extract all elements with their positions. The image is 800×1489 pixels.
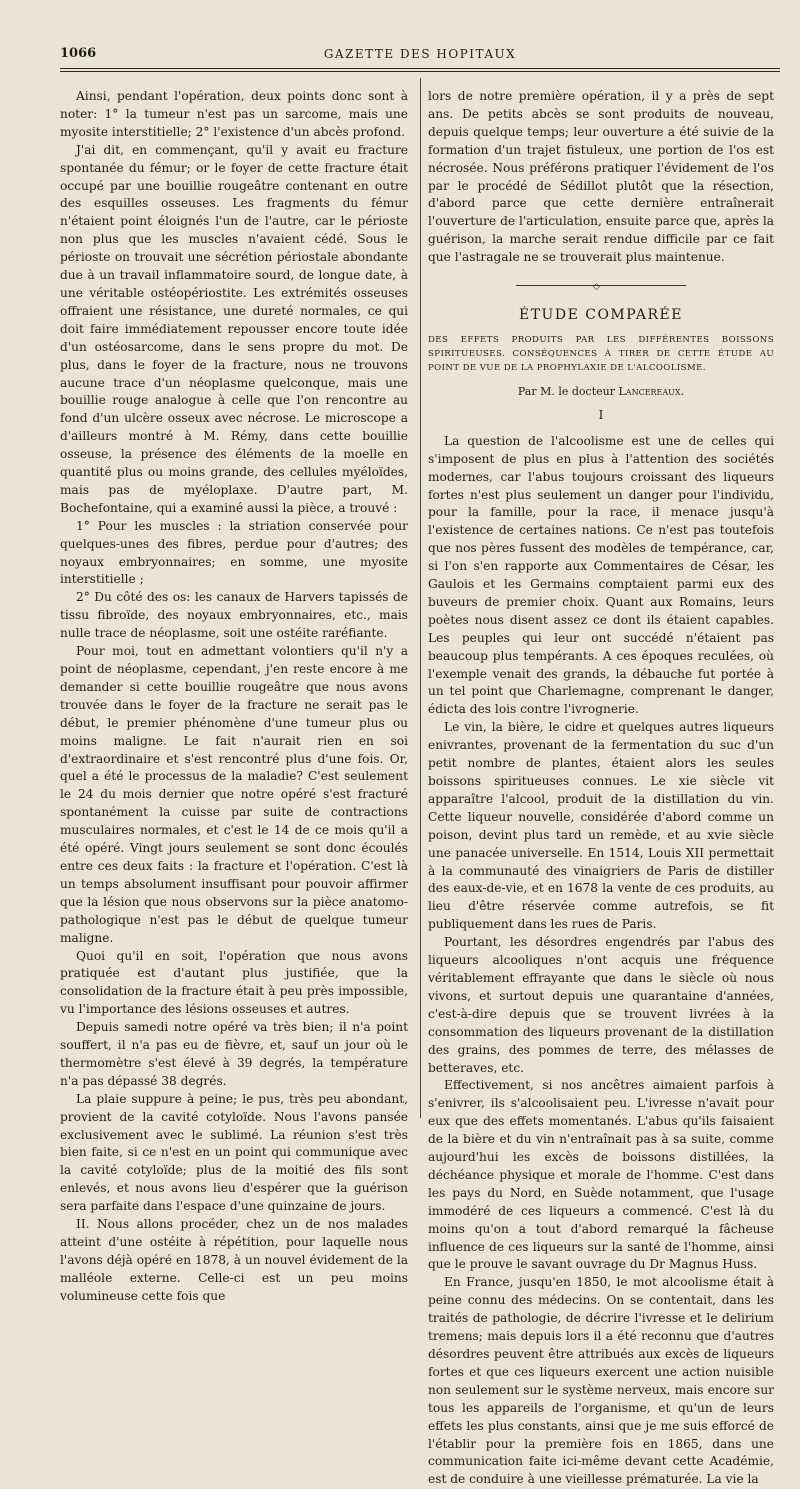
paragraph: 2° Du côté des os: les canaux de Harvers tapissés de tissu fibroïde, des noyaux embryonnaires, etc., mais nulle trace de néoplasme, soit une ostéite raréfiante. bbox=[60, 590, 408, 641]
paragraph: 1° Pour les muscles : la striation conservée pour quelques-unes des fibres, perdue pour d'autres; des noyaux embryonnaires; en somme, une myosite interstitielle ; bbox=[60, 518, 408, 587]
author-name: Lancereaux. bbox=[618, 384, 685, 398]
paragraph: Pourtant, les désordres engendrés par l'abus des liqueurs alcooliques n'ont acquis une fréquence véritablement effrayante que dans le siècle où nous vivons, et surtout depuis une quarantaine d'années, c'est-à-dire depuis que se trouvent livrées à la consommation des liqueurs provenant de la distillation des grains, des pommes de terre, des mélasses de betteraves, etc. bbox=[428, 935, 774, 1075]
paragraph-continued: lors de notre première opération, il y a près de sept ans. De petits abcès se sont produits de nouveau, depuis quelque temps; leur ouverture a été suivie de la formation d'un trajet fistuleux, une portion de l'os est nécrosée. Nous préférons pratiquer l'évidement de l'os par le procédé de Sédillot plutôt que la résection, d'abord parce que cette dernière entraînerait l'ouverture de l'articulation, ensuite parce que, après la guérison, la marche serait rendue difficile par ce fait que l'astragale ne se trouverait plus maintenue. bbox=[428, 89, 774, 265]
column-divider bbox=[420, 78, 421, 1118]
article-author bbox=[428, 383, 774, 401]
journal-title: GAZETTE DES HOPITAUX bbox=[323, 47, 517, 61]
header-rule-double bbox=[60, 71, 780, 72]
paragraph: La question de l'alcoolisme est une de celles qui s'imposent de plus en plus à l'attention des sociétés modernes, car l'abus toujours croissant des liqueurs fortes n'est plus seulement un danger pour l'individu, pour la famille, pour la race, il menace jusqu'à l'existence de certaines nations. Ce n'est pas toutefois que nos pères fussent des modèles de tempérance, car, si l'on s'en rapporte aux Commentaires de César, les Gaulois et les Germains comptaient parmi eux des buveurs de premier choix. Quant aux Romains, leurs poètes nous disent assez ce dont ils étaient capables. Les peuples qui leur ont succédé n'étaient pas beaucoup plus tempérants. A ces époques reculées, où l'exemple venait des grands, la débauche fut portée à un tel point que Charlemagne, comprenant le danger, édicta des lois contre l'ivrognerie. bbox=[428, 433, 774, 717]
header-rule bbox=[60, 68, 780, 69]
article-title: ÉTUDE COMPARÉE bbox=[518, 307, 683, 324]
article-subtitle: DES EFFETS PRODUITS PAR LES DIFFÉRENTES BOISSONS SPIRITUEUSES. CONSÉQUENCES À TIRER DE CETTE ÉTUDE AU POINT DE VUE DE LA PROPHYLAXIE DE L'ALCOOLISME. bbox=[428, 334, 774, 373]
paragraph: La plaie suppure à peine; le pus, très peu abondant, provient de la cavité cotyloïde. Nous l'avons pansée exclusivement avec le sublimé. La réunion s'est très bien faite, si ce n'est en un point qui communique avec la cavité cotyloïde; plus de la moitié des fils sont enlevés, et nous avons lieu d'espérer que la guérison sera parfaite dans l'espace d'une quinzaine de jours. bbox=[60, 1091, 408, 1214]
left-column bbox=[60, 88, 408, 1306]
author-prefix: Par M. le docteur bbox=[517, 384, 615, 398]
paragraph: J'ai dit, en commençant, qu'il y avait eu fracture spontanée du fémur; or le foyer de cette fracture était occupé par une bouillie rougeâtre contenant en outre des esquilles osseuses. Les fragments du fémur n'étaient point éloignés l'un de l'autre, car le périoste non plus que les muscles n'avaient cédé. Sous le périoste on trouvait une sécrétion périostale abondante due à un travail inflammatoire sourd, de longue date, à une véritable ostéopériostite. Les extrémités osseuses offraient une résistance, une dureté normales, ce qui doit faire immédiatement repousser encore toute idée d'un ostéosarcome, dans le sens propre du mot. De plus, dans le foyer de la fracture, nous ne trouvons aucune trace d'un néoplasme quelconque, mais une bouillie rouge analogue à celle que l'on rencontre au fond d'un ulcère osseux avec nécrose. Le microscope a d'ailleurs montré à M. Rémy, dans cette bouillie osseuse, la présence des éléments de la moelle en quantité plus ou moins grande, des cellules myéloïdes, mais pas de myéloplaxe. D'autre part, M. Bochefontaine, qui a examiné aussi la pièce, a trouvé : bbox=[60, 142, 408, 515]
paragraph: II. Nous allons procéder, chez un de nos malades atteint d'une ostéite à répétition, pour laquelle nous l'avons déjà opéré en 1878, à un nouvel évidement de la malléole externe. Celle-ci est un peu moins volumineuse cette fois que bbox=[60, 1217, 408, 1303]
section-numeral: I bbox=[598, 407, 604, 422]
right-column bbox=[428, 88, 774, 1489]
paragraph: Pour moi, tout en admettant volontiers qu'il n'y a point de néoplasme, cependant, j'en reste encore à me demander si cette bouillie rougeâtre que nous avons trouvée dans le foyer de la fracture ne serait pas le début, le premier phénomène d'une tumeur plus ou moins maligne. Le fait n'aurait rien en soi d'extraordinaire et s'est rencontré plus d'une fois. Or, quel a été le processus de la maladie? C'est seulement le 24 du mois dernier que notre opéré s'est fracturé spontanément la cuisse par suite de contractions musculaires normales, et c'est le 14 de ce mois qu'il a été opéré. Vingt jours seulement se sont donc écoulés entre ces deux faits : la fracture et l'opération. C'est là un temps absolument insuffisant pour pouvoir affirmer que la lésion que nous observons sur la pièce anatomo-pathologique n'est pas le début de quelque tumeur maligne. bbox=[60, 644, 408, 945]
paragraph: En France, jusqu'en 1850, le mot alcoolisme était à peine connu des médecins. On se contentait, dans les traités de pathologie, de décrire l'ivresse et le delirium tremens; mais depuis lors il a été reconnu que d'autres désordres peuvent être attribués aux excès de liqueurs fortes et que ces liqueurs exercent une action nuisible non seulement sur le système nerveux, mais encore sur tous les appareils de l'organisme, et qu'un de leurs effets les plus constants, ainsi que je me suis efforcé de l'établir pour la première fois en 1865, dans une communication faite ici-même devant cette Académie, est de conduire à une vieillesse prématurée. La vie la bbox=[428, 1275, 774, 1487]
paragraph: Effectivement, si nos ancêtres aimaient parfois à s'enivrer, ils s'alcoolisaient peu. L'ivresse n'avait pour eux que des effets momentanés. L'abus qu'ils faisaient de la bière et du vin n'entraînait pas à sa suite, comme aujourd'hui les excès de boissons distillées, la déchéance physique et morale de l'homme. C'est dans les pays du Nord, en Suède notamment, que l'usage immodéré de ces liqueurs a commencé. C'est là du moins qu'on a tout d'abord remarqué la fâcheuse influence de ces liqueurs sur la santé de l'homme, ainsi que le prouve le savant ouvrage du Dr Magnus Huss. bbox=[428, 1078, 774, 1272]
page-header bbox=[60, 46, 780, 64]
paragraph: Depuis samedi notre opéré va très bien; il n'a point souffert, il n'a pas eu de fièvre, et, sauf un jour où le thermomètre s'est élevé à 39 degrés, la température n'a pas dépassé 38 degrés. bbox=[60, 1020, 408, 1088]
section-divider: ◇ bbox=[428, 267, 774, 305]
paragraph: Le vin, la bière, le cidre et quelques autres liqueurs enivrantes, provenant de la fermentation du suc d'un petit nombre de plantes, étaient alors les seules boissons spiritueuses connues. Le xie siècle vit apparaître l'alcool, produit de la distillation du vin. Cette liqueur nouvelle, considérée d'abord comme un poison, devint plus tard un remède, et au xvie siècle une panacée universelle. En 1514, Louis XII permettait à la communauté des vinaigriers de Paris de distiller des eaux-de-vie, et en 1678 la vente de ces produits, au lieu d'être réservée comme autrefois, se fit publiquement dans les rues de Paris. bbox=[428, 720, 774, 932]
paragraph: Ainsi, pendant l'opération, deux points donc sont à noter: 1° la tumeur n'est pas un sarcome, mais une myosite interstitielle; 2° l'existence d'un abcès profond. bbox=[60, 89, 408, 139]
paragraph: Quoi qu'il en soit, l'opération que nous avons pratiquée est d'autant plus justifiée, que la consolidation de la fracture était à peu près impossible, vu l'importance des lésions osseuses et autres. bbox=[60, 948, 408, 1017]
page-number: 1066 bbox=[60, 46, 97, 61]
